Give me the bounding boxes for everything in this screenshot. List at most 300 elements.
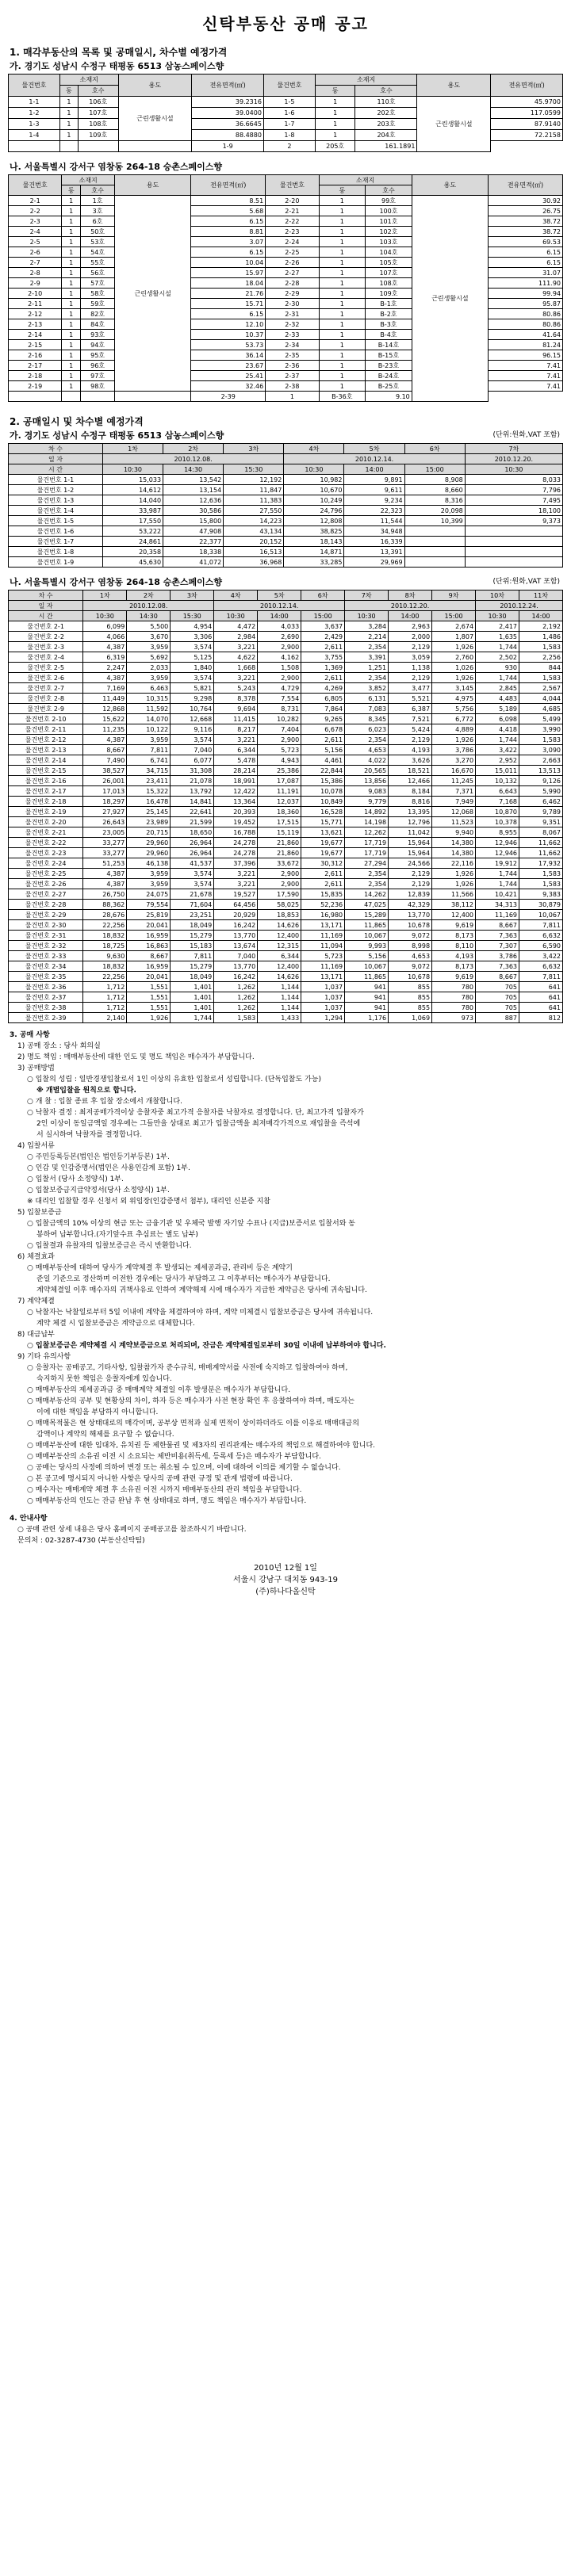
price-cell: 33,277 [83,848,127,858]
price-cell: 9,779 [345,797,389,807]
item-number: 2-36 [266,361,319,371]
notice-line: ○ 입찰서 (당사 소정양식) 1부. [27,1175,124,1183]
area: 9.10 [366,392,412,402]
unit-number: 202호 [355,108,417,119]
building: 1 [319,319,366,330]
table-row [9,920,563,931]
building: 1 [62,299,81,309]
item-number: 1-5 [263,97,315,108]
notice-line: ○ 매수자는 매매계약 체결 후 소유권 이전 시까지 매매부동산의 관리 책임을 부담합니다. [27,1486,302,1494]
item-label: 물건번호 2-2 [9,632,83,642]
price-cell: 8,667 [127,951,171,961]
price-cell: 4,387 [83,879,127,889]
area: 6.15 [489,258,563,268]
price-cell: 13,674 [214,941,258,951]
item-number: 2-3 [9,216,62,227]
price-cell: 13,364 [214,797,258,807]
table-row [9,797,563,807]
price-table-na [8,590,563,1023]
table-row [9,735,563,745]
item-number: 2-12 [9,309,62,319]
price-cell: 18,521 [389,766,432,776]
price-cell: 2,900 [258,869,301,879]
price-cell: 6,463 [127,683,171,694]
section3-heading: 3. 공매 사항 [10,1031,50,1039]
price-cell: 812 [519,1013,563,1023]
price-cell: 36,968 [224,557,284,568]
price-cell: 22,256 [83,920,127,931]
price-cell: 10,282 [258,714,301,724]
price-cell: 6,772 [432,714,476,724]
price-cell: 11,865 [345,972,389,982]
price-cell: 2,192 [519,621,563,632]
time-header: 15:30 [171,611,214,621]
item-label: 물건번호 2-11 [9,724,83,735]
header-cell: 물건번호 [9,75,60,97]
price-cell: 6,462 [519,797,563,807]
item-number: 2-39 [191,392,266,402]
price-cell: 11,566 [432,889,476,900]
item-number: 2-13 [9,319,62,330]
price-cell: 1,144 [258,1003,301,1013]
area: 38.72 [489,216,563,227]
area: 36.14 [191,350,266,361]
price-cell: 10,315 [127,694,171,704]
price-cell: 14,262 [345,889,389,900]
round-header: 3차 [224,444,284,454]
price-cell: 12,037 [258,797,301,807]
price-cell: 3,990 [519,724,563,735]
price-cell: 2,247 [83,663,127,673]
item-number: 2-18 [9,371,62,381]
price-cell: 11,592 [127,704,171,714]
price-cell: 12,466 [389,776,432,786]
price-cell: 25,819 [127,910,171,920]
item-label: 물건번호 2-34 [9,961,83,972]
unit-number: 102호 [366,227,412,237]
price-cell: 2,900 [258,673,301,683]
price-cell: 3,221 [214,642,258,652]
item-label: 물건번호 2-31 [9,931,83,941]
price-cell: 15,386 [301,776,345,786]
area: 21.76 [191,289,266,299]
property-table-ga [8,74,563,152]
area: 41.64 [489,330,563,340]
price-cell: 1,668 [214,663,258,673]
area: 45.9700 [491,97,563,108]
price-cell: 38,112 [432,900,476,910]
price-cell: 3,574 [171,735,214,745]
area: 26.75 [489,206,563,216]
building: 1 [62,309,81,319]
price-cell: 24,278 [214,848,258,858]
notice-line: 서 실시하여 낙찰자를 결정합니다. [36,1131,143,1139]
price-cell: 14,871 [284,547,344,557]
item-number: 1-1 [9,97,60,108]
item-label: 물건번호 2-20 [9,817,83,827]
item-number: 2-28 [266,278,319,289]
notice-line: ○ 매매부동산에 대하여 당사가 계약체결 후 발생되는 제세공과금, 관리비 등은 계약기 [27,1264,293,1272]
price-cell: 4,269 [301,683,345,694]
time-header: 14:00 [389,611,432,621]
price-cell: 3,670 [127,632,171,642]
price-cell: 1,069 [389,1013,432,1023]
date-header: 2010.12.24. [476,601,563,611]
price-cell: 24,278 [214,838,258,848]
price-cell: 7,404 [258,724,301,735]
price-cell: 14,626 [258,972,301,982]
price-cell: 31,308 [171,766,214,776]
price-cell: 9,789 [519,807,563,817]
price-cell: 12,315 [258,941,301,951]
item-number: 2-26 [266,258,319,268]
building: 1 [319,340,366,350]
price-cell: 16,478 [127,797,171,807]
use-type: 근린생활시설 [412,196,488,402]
table-row [9,817,563,827]
price-cell: 4,653 [389,951,432,961]
item-label: 물건번호 1-8 [9,547,103,557]
time-header: 10:30 [214,611,258,621]
building: 1 [315,130,355,141]
area: 8.81 [191,227,266,237]
price-cell: 5,125 [171,652,214,663]
table-row [9,704,563,714]
unit-number: 82호 [81,309,115,319]
price-cell: 16,528 [301,807,345,817]
price-cell: 844 [519,663,563,673]
price-cell: 20,152 [224,537,284,547]
price-cell: 16,670 [432,766,476,776]
price-cell: 12,262 [345,827,389,838]
price-cell: 2,690 [258,632,301,642]
building: 1 [319,309,366,319]
item-number: 2-17 [9,361,62,371]
price-cell: 12,400 [258,931,301,941]
price-cell: 22,641 [171,807,214,817]
table-row [9,745,563,755]
item-label: 물건번호 2-7 [9,683,83,694]
price-cell: 1,551 [127,982,171,992]
item-number: 2-10 [9,289,62,299]
auction-terms [8,1030,563,1507]
price-cell: 18,360 [258,807,301,817]
price-cell: 3,221 [214,869,258,879]
price-cell: 1,744 [171,1013,214,1023]
notice-line: ○ 입찰보증금지급약정서(당사 소정양식) 1부. [27,1187,170,1194]
table-row [9,807,563,817]
area: 30.92 [489,196,563,206]
price-cell: 15,964 [389,848,432,858]
price-cell: 9,351 [519,817,563,827]
price-cell: 11,169 [301,961,345,972]
notice-line: 준일 기준으로 정산하며 이전한 경우에는 당사가 부담하고 그 이후부터는 매수자가 부담합니다. [36,1275,331,1283]
price-cell: 1,807 [432,632,476,642]
building: 1 [266,392,319,402]
item-label: 물건번호 2-9 [9,704,83,714]
area: 32.46 [191,381,266,392]
table-row [9,941,563,951]
price-cell: 2,984 [214,632,258,642]
price-cell: 1,176 [345,1013,389,1023]
price-cell: 887 [476,1013,519,1023]
price-cell: 7,811 [127,745,171,755]
price-cell: 6,678 [301,724,345,735]
area: 8.51 [191,196,266,206]
unit-number: 50호 [81,227,115,237]
price-cell: 4,033 [258,621,301,632]
round-header: 7차 [465,444,562,454]
table-row [9,196,563,206]
price-cell: 2,129 [389,735,432,745]
round-header: 6차 [301,590,345,601]
item-number: 2-25 [266,247,319,258]
price-cell: 8,998 [389,941,432,951]
area: 6.15 [191,247,266,258]
price-cell: 7,949 [432,797,476,807]
footer-address: 서울시 강남구 대치동 943-19 [233,1576,338,1584]
price-cell: 6,590 [519,941,563,951]
area: 117.0599 [491,108,563,119]
item-label: 물건번호 1-4 [9,506,103,516]
item-number: 2-27 [266,268,319,278]
price-cell: 641 [519,1003,563,1013]
footer-date: 2010년 12월 1일 [254,1564,317,1573]
item-number: 2-21 [266,206,319,216]
price-cell: 13,770 [214,961,258,972]
item-label: 물건번호 2-21 [9,827,83,838]
section4-heading: 4. 안내사항 [10,1515,48,1523]
item-number: 2-23 [266,227,319,237]
notice-line: 9) 기타 유의사항 [17,1353,71,1361]
price-cell: 4,044 [519,694,563,704]
price-cell: 6,344 [214,745,258,755]
price-cell: 16,980 [301,910,345,920]
price-cell: 11,042 [389,827,432,838]
unit-number: B-4호 [366,330,412,340]
area: 69.53 [489,237,563,247]
price-cell: 11,544 [344,516,404,526]
header-cell: 물건번호 [9,175,62,196]
area: 39.0400 [192,108,264,119]
price-cell: 7,168 [476,797,519,807]
unit-number: 58호 [81,289,115,299]
price-cell: 641 [519,992,563,1003]
price-cell: 2,900 [258,642,301,652]
price-cell: 12,839 [389,889,432,900]
empty-cell [9,141,60,152]
notice-line: ○ 낙찰자 결정 : 최저공매가격이상 응찰자중 최고가격 응찰자를 낙찰자로 결정합니다. 단, 최고가격 입찰자가 [27,1109,364,1117]
price-cell: 14,223 [224,516,284,526]
price-cell: 6,643 [476,786,519,797]
area: 15.97 [191,268,266,278]
notice-line: 6) 체결효과 [17,1253,55,1261]
section2-na-heading [10,575,563,588]
price-cell: 5,723 [301,951,345,961]
price-cell: 2,140 [83,1013,127,1023]
price-cell: 14,380 [432,848,476,858]
price-cell: 1,926 [432,735,476,745]
price-cell: 25,386 [258,766,301,776]
price-cell: 2,611 [301,673,345,683]
price-cell [465,557,562,568]
notice-line: ○ 매매부동산의 공부 및 현황상의 차이, 하자 등은 매수자가 사전 현장 확인 후 응찰하여야 하며, 매도자는 [27,1397,354,1405]
price-cell: 2,354 [345,869,389,879]
building: 1 [59,119,78,130]
area: 81.24 [489,340,563,350]
price-cell: 3,574 [171,642,214,652]
price-cell: 2,129 [389,673,432,683]
item-label: 물건번호 2-17 [9,786,83,797]
item-label: 물건번호 1-1 [9,475,103,485]
item-number: 1-8 [263,130,315,141]
table-row [9,495,563,506]
table-row [9,848,563,858]
empty-cell [81,392,115,402]
price-cell: 14,841 [171,797,214,807]
time-header: 15:00 [432,611,476,621]
price-cell: 2,000 [389,632,432,642]
area: 31.07 [489,268,563,278]
table-row [9,714,563,724]
header-cell: 동 [319,185,366,196]
use-type: 근린생활시설 [417,97,491,152]
price-cell: 45,630 [102,557,163,568]
item-label: 물건번호 2-23 [9,848,83,858]
building: 1 [319,371,366,381]
building: 1 [62,289,81,299]
notice-line: ○ 주민등록등본(법인은 법인등기부등본) 1부. [27,1153,170,1161]
price-cell: 15,119 [258,827,301,838]
price-cell: 15,771 [301,817,345,827]
price-cell: 15,183 [171,941,214,951]
item-number: 2-1 [9,196,62,206]
table-row [9,506,563,516]
area: 38.72 [489,227,563,237]
notice-line: ○ 입찰금액의 10% 이상의 현금 또는 금융기관 및 우체국 발행 자기앞 수표나 (지급)보증서로 입찰서와 동 [27,1220,355,1228]
notice-line: 5) 입찰보증금 [17,1209,62,1217]
price-cell: 1,712 [83,992,127,1003]
price-cell: 8,316 [404,495,465,506]
unit-number: 106호 [78,97,118,108]
price-cell: 3,221 [214,879,258,889]
price-cell: 1,401 [171,982,214,992]
unit-number: 94호 [81,340,115,350]
price-cell: 34,313 [476,900,519,910]
price-cell: 9,694 [214,704,258,714]
price-cell: 6,099 [83,621,127,632]
area: 111.90 [489,278,563,289]
price-cell: 16,863 [127,941,171,951]
price-cell: 10,067 [345,931,389,941]
price-cell: 1,294 [301,1013,345,1023]
price-cell: 5,499 [519,714,563,724]
price-cell: 2,663 [519,755,563,766]
price-cell: 7,521 [389,714,432,724]
price-cell: 46,138 [127,858,171,869]
price-cell: 15,279 [171,931,214,941]
price-cell: 12,400 [258,961,301,972]
price-cell: 1,401 [171,992,214,1003]
item-number: 2-20 [266,196,319,206]
unit-number: 104호 [366,247,412,258]
price-cell: 5,156 [301,745,345,755]
price-cell: 18,297 [83,797,127,807]
item-number: 2-11 [9,299,62,309]
notice-line: ○ 낙찰자는 낙찰일로부터 5일 이내에 계약을 체결하여야 하며, 계약 미체결시 입찰보증금은 당사에 귀속됩니다. [27,1309,374,1317]
item-label: 물건번호 2-29 [9,910,83,920]
price-cell: 11,449 [83,694,127,704]
building: 1 [62,258,81,268]
price-cell: 4,943 [258,755,301,766]
round-header: 3차 [171,590,214,601]
item-label: 물건번호 1-9 [9,557,103,568]
unit-number: 108호 [366,278,412,289]
price-cell: 5,500 [127,621,171,632]
notice-line: 1) 공매 장소 : 당사 회의실 [17,1042,101,1050]
price-cell: 34,715 [127,766,171,776]
item-label: 물건번호 2-14 [9,755,83,766]
price-cell: 8,667 [83,745,127,755]
use-type: 근린생활시설 [118,97,192,141]
price-cell: 13,171 [301,972,345,982]
price-cell: 13,395 [389,807,432,817]
price-cell: 2,900 [258,879,301,889]
price-cell: 1,583 [519,879,563,889]
price-cell: 51,253 [83,858,127,869]
price-cell: 13,621 [301,827,345,838]
price-cell: 23,005 [83,827,127,838]
unit-number: 99호 [366,196,412,206]
table-row [9,683,563,694]
price-cell: 14,198 [345,817,389,827]
header-cell: 동 [59,86,78,97]
price-cell: 11,235 [83,724,127,735]
unit-number: 3호 [81,206,115,216]
price-cell: 3,637 [301,621,345,632]
area: 6.15 [191,309,266,319]
building: 1 [62,340,81,350]
price-cell: 6,387 [389,704,432,714]
item-number: 2-33 [266,330,319,340]
price-cell: 9,619 [432,920,476,931]
header-cell: 용도 [412,175,488,196]
area: 80.86 [489,319,563,330]
price-cell: 3,270 [432,755,476,766]
price-cell [465,547,562,557]
header-cell: 전유면적(㎡) [489,175,563,196]
price-cell: 2,900 [258,735,301,745]
item-label: 물건번호 2-32 [9,941,83,951]
item-label: 물건번호 1-3 [9,495,103,506]
price-cell: 1,744 [476,869,519,879]
round-header: 10차 [476,590,519,601]
price-cell: 18,853 [258,910,301,920]
price-cell: 4,162 [258,652,301,663]
area: 15.71 [191,299,266,309]
item-number: 1-4 [9,130,60,141]
price-cell: 2,611 [301,642,345,652]
table-row [9,485,563,495]
area: 12.10 [191,319,266,330]
building: 1 [62,278,81,289]
building: 1 [319,299,366,309]
unit-number: 105호 [366,258,412,268]
item-label: 물건번호 2-13 [9,745,83,755]
price-cell: 5,821 [171,683,214,694]
price-cell: 18,143 [284,537,344,547]
price-cell: 9,619 [432,972,476,982]
